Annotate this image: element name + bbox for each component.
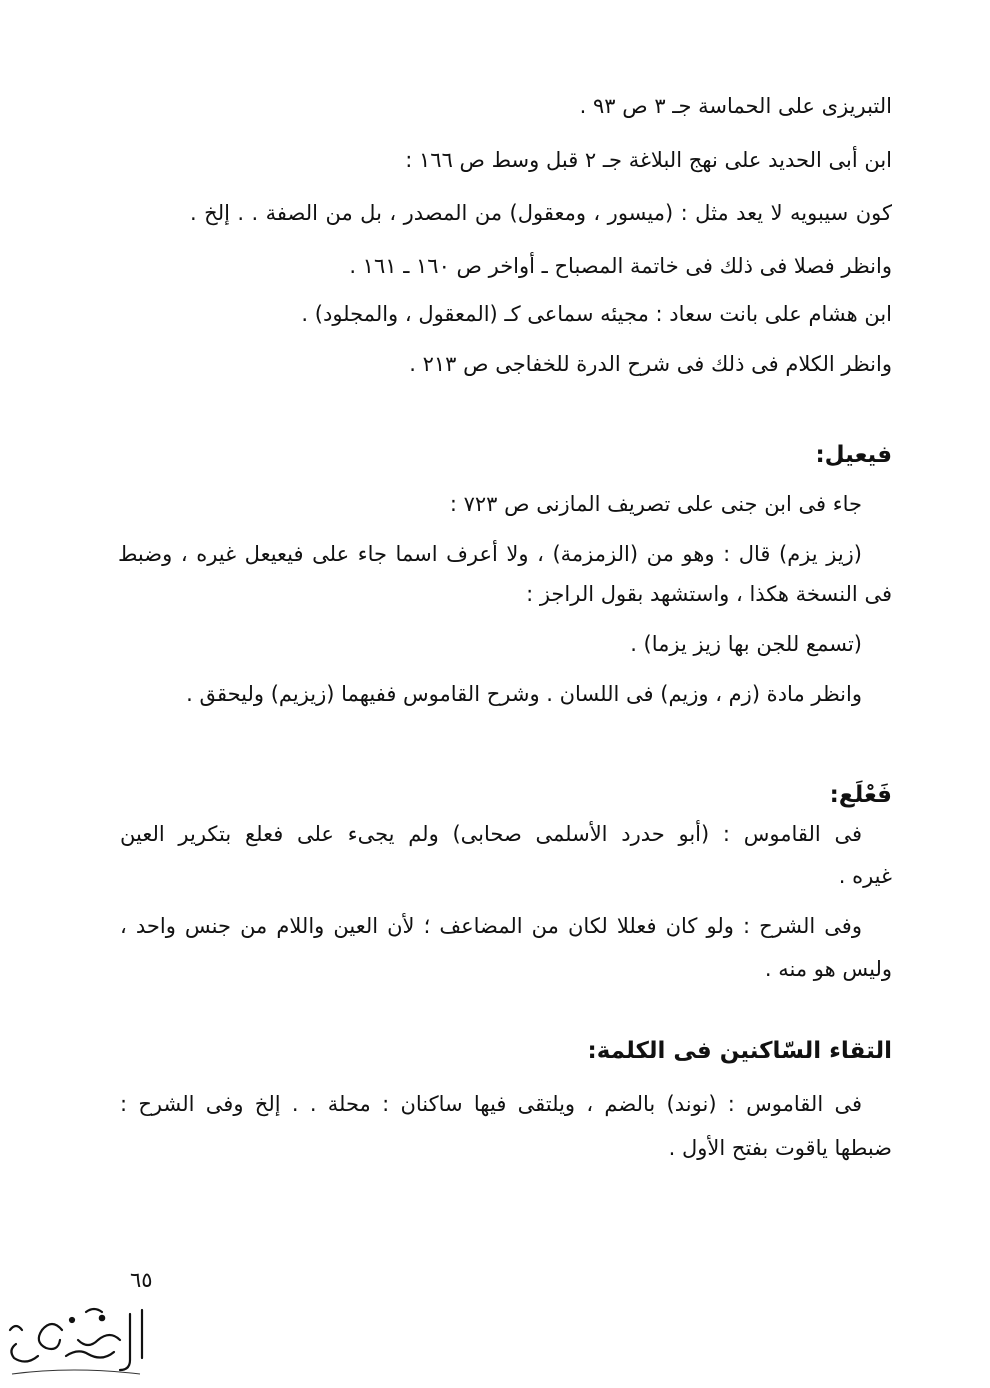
- text-line: فى القاموس : (أبو حدرد الأسلمى صحابى) ولم يجىء على فعلع بتكرير العين: [120, 822, 862, 846]
- page-number: ٦٥: [130, 1268, 153, 1292]
- text-line: فى القاموس : (نوند) بالضم ، ويلتقى فيها ساكنان : محلة . . إلخ وفى الشرح :: [120, 1092, 862, 1116]
- text-line: ابن هشام على بانت سعاد : مجيئه سماعى كـ (المعقول ، والمجلود) .: [301, 302, 892, 326]
- text-line: غيره .: [838, 864, 892, 888]
- section-heading: فَعْلَع:: [829, 782, 892, 808]
- text-line: وانظر فصلا فى ذلك فى خاتمة المصباح ـ أواخر ص ١٦٠ ـ ١٦١ .: [349, 254, 892, 278]
- section-heading: فيعيل:: [815, 442, 892, 468]
- text-line: التبريزى على الحماسة جـ ٣ ص ٩٣ .: [579, 94, 892, 118]
- text-line: كون سيبويه لا يعد مثل : (ميسور ، ومعقول) من المصدر ، بل من الصفة . . إلخ .: [190, 201, 892, 225]
- section-heading: التقاء السّاكنين فى الكلمة:: [587, 1038, 892, 1064]
- text-line: (زيز يزم) قال : وهو من (الزمزمة) ، ولا أعرف اسما جاء على فيعيعل غيره ، وضبط: [118, 542, 862, 566]
- text-line: وانظر مادة (زم ، وزيم) فى اللسان . وشرح القاموس ففيهما (زيزيم) وليحقق .: [186, 682, 862, 706]
- text-line: وفى الشرح : ولو كان فعللا لكان من المضاعف ؛ لأن العين واللام من جنس واحد ،: [120, 914, 862, 938]
- text-line: جاء فى ابن جنى على تصريف المازنى ص ٧٢٣ :: [449, 492, 862, 516]
- text-line: ضبطها ياقوت بفتح الأول .: [668, 1136, 892, 1160]
- text-line: (تسمع للجن بها زيز يزما) .: [630, 632, 862, 656]
- calligraphy-stamp-logo: [2, 1300, 152, 1382]
- text-line: ابن أبى الحديد على نهج البلاغة جـ ٢ قبل وسط ص ١٦٦ :: [405, 148, 892, 172]
- text-line: وليس هو منه .: [764, 957, 892, 981]
- text-line: وانظر الكلام فى ذلك فى شرح الدرة للخفاجى ص ٢١٣ .: [409, 352, 892, 376]
- text-line: فى النسخة هكذا ، واستشهد بقول الراجز :: [526, 582, 892, 606]
